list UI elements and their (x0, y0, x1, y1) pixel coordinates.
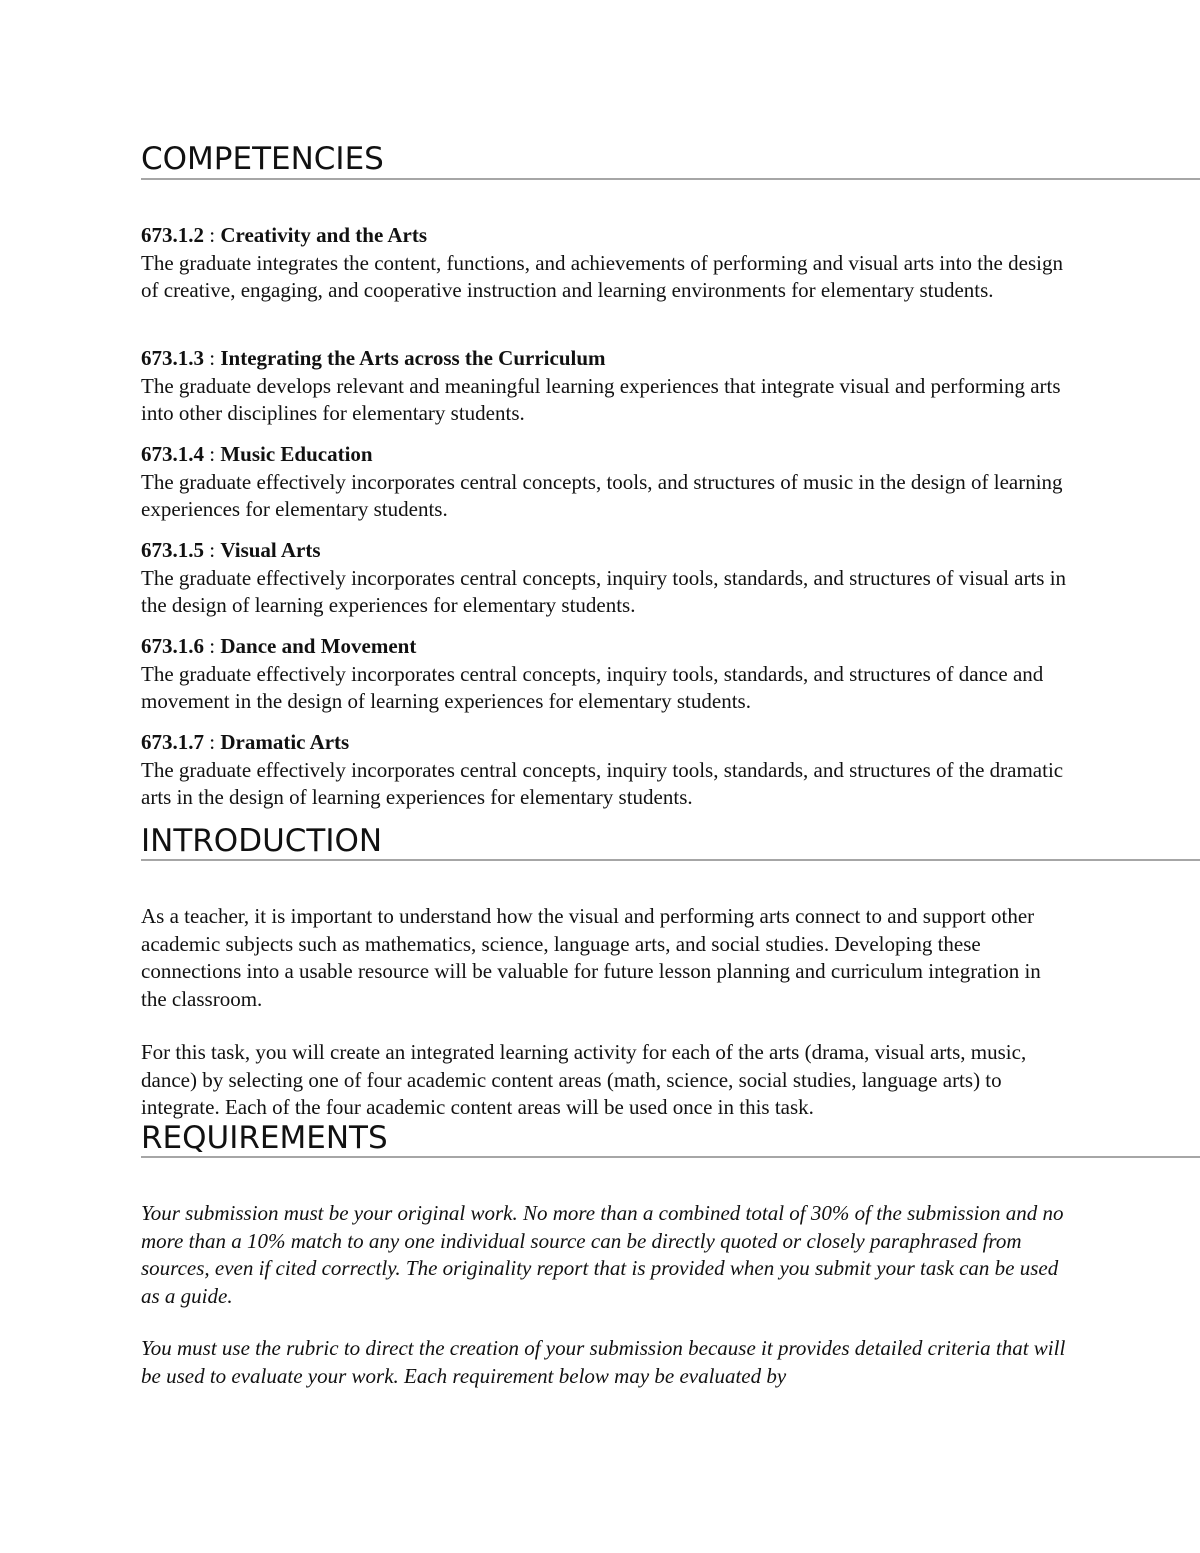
requirements-rule (141, 1156, 1200, 1158)
competency-code: 673.1.7 (141, 730, 204, 754)
competency-description: The graduate effectively incorporates central concepts, inquiry tools, standards, and structures of the dramatic arts in the design of learning experiences for elementary students. (141, 757, 1064, 809)
competency-separator: : (204, 223, 221, 247)
competency-description: The graduate effectively incorporates central concepts, inquiry tools, standards, and structures of visual arts in the design of learning experiences for elementary students. (141, 565, 1067, 617)
requirements-heading: REQUIREMENTS (141, 1120, 388, 1156)
competencies-heading: COMPETENCIES (141, 141, 384, 177)
competency-name: Integrating the Arts across the Curriculum (220, 346, 606, 370)
competency-title (141, 345, 1071, 373)
competency-name: Visual Arts (220, 538, 321, 562)
competency-name: Dance and Movement (220, 634, 417, 658)
competency-description: The graduate integrates the content, functions, and achievements of performing and visual arts into the design of creative, engaging, and cooperative instruction and learning environments for elementary students. (141, 250, 1063, 302)
competency-code: 673.1.4 (141, 442, 204, 466)
competency-separator: : (204, 538, 221, 562)
competency-title (141, 441, 1071, 469)
competency-item (141, 633, 1071, 716)
competency-title (141, 537, 1071, 565)
competency-name: Creativity and the Arts (220, 223, 428, 247)
competency-description: The graduate effectively incorporates central concepts, tools, and structures of music in the design of learning experiences for elementary students. (141, 469, 1063, 521)
competency-separator: : (204, 442, 221, 466)
competency-title (141, 222, 1071, 250)
introduction-heading: INTRODUCTION (141, 823, 383, 859)
competency-description: The graduate develops relevant and meaningful learning experiences that integrate visual and performing arts into other disciplines for elementary students. (141, 373, 1061, 425)
competency-separator: : (204, 634, 221, 658)
introduction-paragraph: As a teacher, it is important to understand how the visual and performing arts connect to and support other academic subjects such as mathematics, science, language arts, and social studies. Developing these connections into a usable resource will be valuable for future lesson planning and curriculum integration in the classroom. (141, 904, 1041, 1011)
competency-item (141, 441, 1071, 524)
competency-code: 673.1.2 (141, 223, 204, 247)
competency-code: 673.1.6 (141, 634, 204, 658)
introduction-rule (141, 859, 1200, 861)
competencies-rule (141, 178, 1200, 180)
competency-title (141, 729, 1071, 757)
competency-code: 673.1.5 (141, 538, 204, 562)
competency-code: 673.1.3 (141, 346, 204, 370)
document-page (141, 0, 1200, 1553)
competency-item (141, 222, 1071, 305)
competency-item (141, 345, 1071, 428)
competency-item (141, 729, 1071, 812)
competency-separator: : (204, 730, 221, 754)
competency-title (141, 633, 1071, 661)
requirements-paragraph: Your submission must be your original work. No more than a combined total of 30% of the submission and no more than a 10% match to any one individual source can be directly quoted or closely paraphrased from sources, even if cited correctly. The originality report that is provided when you submit your task can be used as a guide. (141, 1201, 1064, 1308)
competency-name: Music Education (220, 442, 373, 466)
competency-item (141, 537, 1071, 620)
competency-separator: : (204, 346, 221, 370)
competency-name: Dramatic Arts (220, 730, 350, 754)
introduction-paragraph: For this task, you will create an integrated learning activity for each of the arts (drama, visual arts, music, dance) by selecting one of four academic content areas (math, science, social studies, language arts) to integrate. Each of the four academic content areas will be used once in this task. (141, 1040, 1027, 1119)
competency-description: The graduate effectively incorporates central concepts, inquiry tools, standards, and structures of dance and movement in the design of learning experiences for elementary students. (141, 661, 1044, 713)
requirements-paragraph: You must use the rubric to direct the creation of your submission because it provides detailed criteria that will be used to evaluate your work. Each requirement below may be evaluated by (141, 1336, 1066, 1388)
